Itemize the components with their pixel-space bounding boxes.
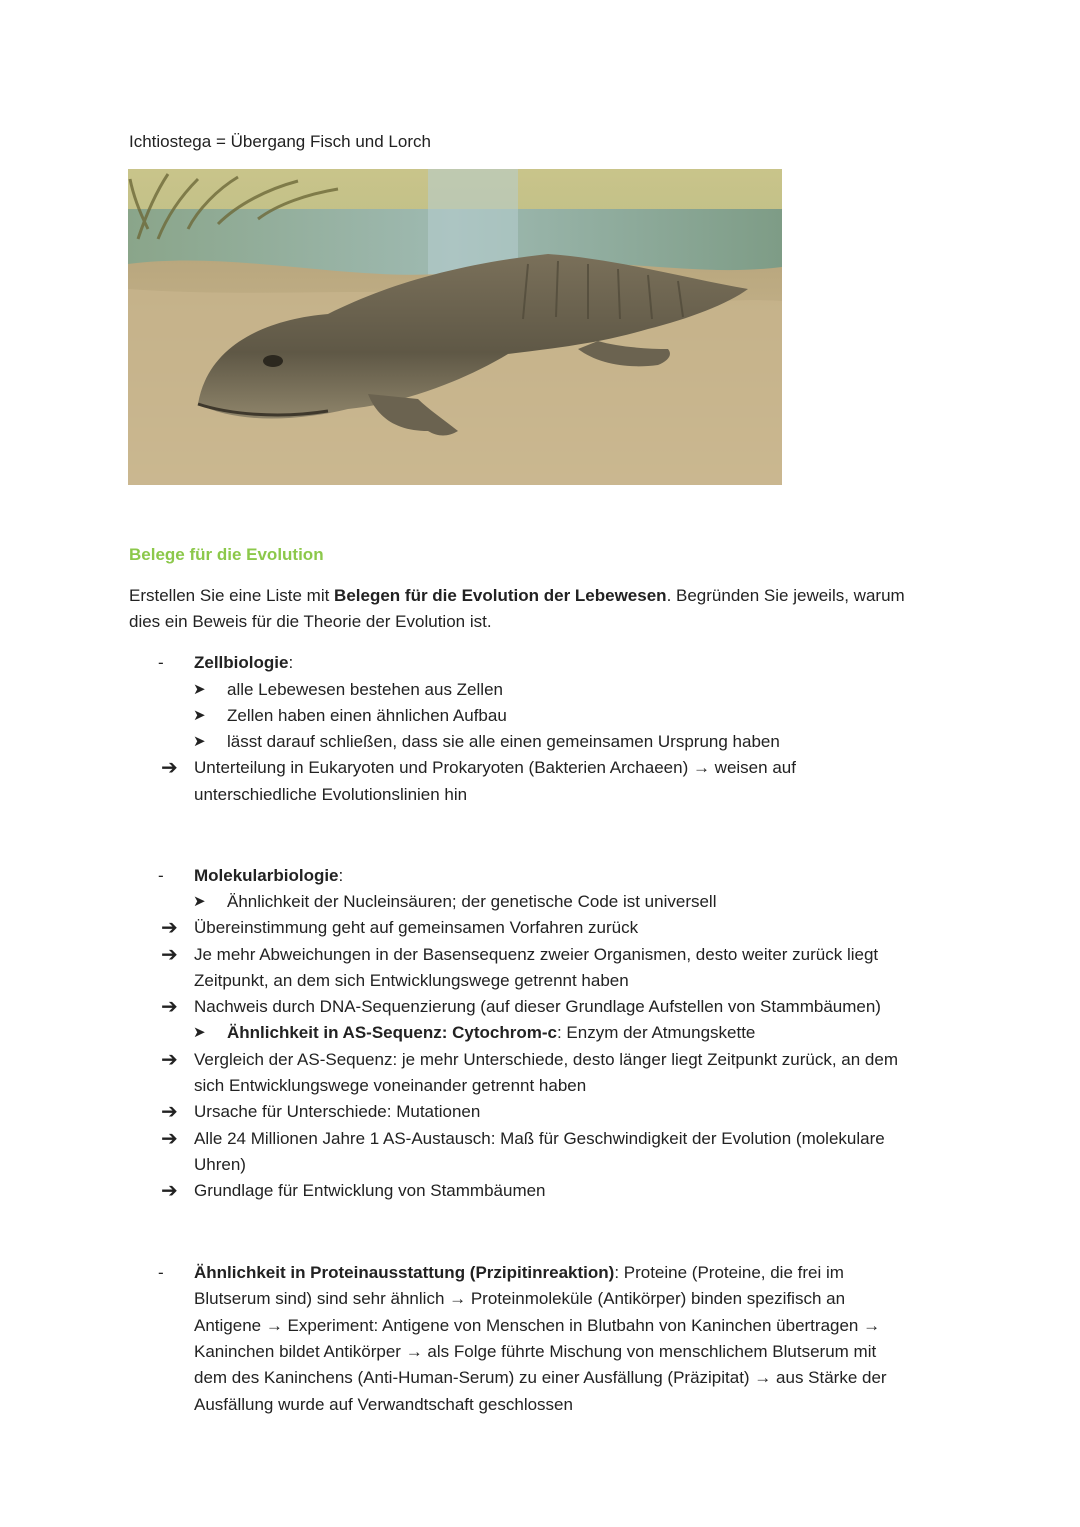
triangle-bullet-icon: ➤ (193, 893, 206, 910)
arrow-bullet-icon: ➔ (161, 944, 178, 966)
arrow-bullet-icon: ➔ (161, 757, 178, 779)
cytochrom-text: : Enzym der Atmungskette (556, 1023, 756, 1042)
dash-bullet: - (158, 866, 164, 885)
triangle-bullet-icon: ➤ (193, 681, 206, 698)
triangle-bullet-icon: ➤ (193, 1024, 206, 1041)
protein-text: : Proteine (Proteine, die frei im (614, 1263, 844, 1282)
arrow-bullet-icon: ➔ (161, 917, 178, 939)
dash-bullet: - (158, 653, 164, 672)
ichthyostega-image (128, 169, 782, 485)
triangle-bullet-icon: ➤ (193, 707, 206, 724)
list-item-continuation: unterschiedliche Evolutionslinien hin (194, 785, 468, 804)
list-item: Unterteilung in Eukaryoten und Prokaryoten (Bakterien Archaeen) → weisen auf (194, 758, 796, 777)
list-item-continuation: sich Entwicklungswege voneinander getrennt haben (194, 1076, 587, 1095)
protein-paragraph-line (194, 1260, 844, 1286)
list-item: alle Lebewesen bestehen aus Zellen (227, 680, 503, 699)
intro-paragraph (129, 583, 959, 635)
page-title: Ichtiostega = Übergang Fisch und Lorch (129, 132, 431, 151)
arrow-bullet-icon: ➔ (161, 996, 178, 1018)
arrow-bullet-icon: ➔ (161, 1180, 178, 1202)
molekularbiologie-heading (194, 863, 343, 889)
intro-text-line2: dies ein Beweis für die Theorie der Evolution ist. (129, 612, 492, 631)
list-item: Grundlage für Entwicklung von Stammbäumen (194, 1181, 546, 1200)
protein-paragraph-line: Antigene → Experiment: Antigene von Menschen in Blutbahn von Kaninchen übertragen → (194, 1316, 881, 1335)
arrow-bullet-icon: ➔ (161, 1128, 178, 1150)
arrow-bullet-icon: ➔ (161, 1049, 178, 1071)
section-heading: Belege für die Evolution (129, 545, 324, 564)
protein-paragraph-line: Ausfällung wurde auf Verwandtschaft geschlossen (194, 1395, 573, 1414)
protein-paragraph-line: Blutserum sind) sind sehr ähnlich → Proteinmoleküle (Antikörper) binden spezifisch an (194, 1289, 846, 1308)
protein-heading: Ähnlichkeit in Proteinausstattung (Przipitinreaktion) (194, 1263, 615, 1282)
list-item: Je mehr Abweichungen in der Basensequenz zweier Organismen, desto weiter zurück liegt (194, 945, 879, 964)
ichthyostega-illustration (128, 169, 782, 485)
list-item-continuation: Zeitpunkt, an dem sich Entwicklungswege getrennt haben (194, 971, 629, 990)
cytochrom-emphasis: Ähnlichkeit in AS-Sequenz: Cytochrom-c (227, 1023, 557, 1042)
intro-text: Erstellen Sie eine Liste mit (129, 586, 335, 605)
arrow-bullet-icon: ➔ (161, 1101, 178, 1123)
list-item: lässt darauf schließen, dass sie alle einen gemeinsamen Ursprung haben (227, 732, 780, 751)
intro-emphasis: Belegen für die Evolution der Lebewesen (334, 586, 667, 605)
list-item: Vergleich der AS-Sequenz: je mehr Unterschiede, desto länger liegt Zeitpunkt zurück, an dem (194, 1050, 898, 1069)
list-item: Alle 24 Millionen Jahre 1 AS-Austausch: Maß für Geschwindigkeit der Evolution (molekulare (194, 1129, 885, 1148)
protein-paragraph-line: dem des Kaninchens (Anti-Human-Serum) zu einer Ausfällung (Präzipitat) → aus Stärke der (194, 1368, 887, 1387)
list-item-continuation: Uhren) (194, 1155, 246, 1174)
list-item: Nachweis durch DNA-Sequenzierung (auf dieser Grundlage Aufstellen von Stammbäumen) (194, 997, 881, 1016)
list-item: Zellen haben einen ähnlichen Aufbau (227, 706, 507, 725)
mol-colon: : (338, 866, 344, 885)
list-item: Ursache für Unterschiede: Mutationen (194, 1102, 481, 1121)
list-item (227, 1020, 755, 1046)
dash-bullet: - (158, 1263, 164, 1282)
zell-heading-text: Zellbiologie (194, 653, 289, 672)
list-item: Übereinstimmung geht auf gemeinsamen Vorfahren zurück (194, 918, 639, 937)
zellbiologie-heading (194, 650, 293, 676)
list-item: Ähnlichkeit der Nucleinsäuren; der genetische Code ist universell (227, 892, 717, 911)
mol-heading-text: Molekularbiologie (194, 866, 339, 885)
intro-text-end: . Begründen Sie jeweils, warum (666, 586, 905, 605)
protein-paragraph-line: Kaninchen bildet Antikörper → als Folge führte Mischung von menschlichem Blutserum mit (194, 1342, 877, 1361)
triangle-bullet-icon: ➤ (193, 733, 206, 750)
zell-colon: : (288, 653, 294, 672)
